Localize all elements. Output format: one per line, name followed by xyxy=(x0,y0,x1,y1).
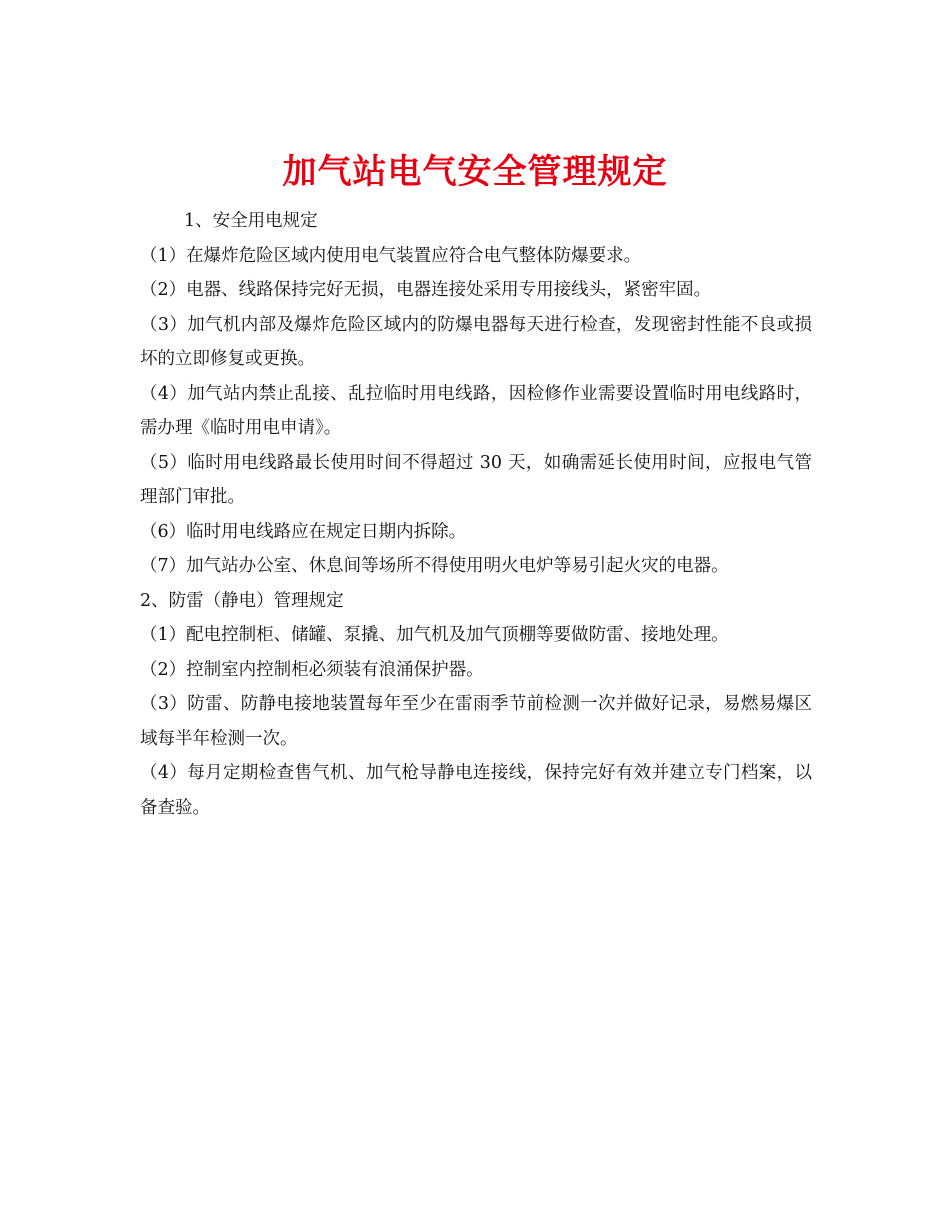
document-title: 加气站电气安全管理规定 xyxy=(282,151,668,192)
document-body xyxy=(140,204,812,825)
paragraph-item: （4）每月定期检查售气机、加气枪导静电连接线，保持完好有效并建立专门档案，以备查验。 xyxy=(140,763,812,818)
paragraph-item: （3）加气机内部及爆炸危险区域内的防爆电器每天进行检查，发现密封性能不良或损坏的立即修复或更换。 xyxy=(140,314,812,369)
paragraph-item: （7）加气站办公室、休息间等场所不得使用明火电炉等易引起火灾的电器。 xyxy=(140,556,729,576)
paragraph-item: （3）防雷、防静电接地装置每年至少在雷雨季节前检测一次并做好记录，易燃易爆区域每半年检测一次。 xyxy=(140,694,812,749)
paragraph-item: （6）临时用电线路应在规定日期内拆除。 xyxy=(140,521,467,542)
paragraph-item: （2）电器、线路保持完好无损，电器连接处采用专用接线头，紧密牢固。 xyxy=(140,280,712,300)
section-heading-safe-electricity: 1、安全用电规定 xyxy=(184,211,318,231)
section-heading-lightning-protection: 2、防雷（静电）管理规定 xyxy=(140,590,344,611)
paragraph-item: （4）加气站内禁止乱接、乱拉临时用电线路，因检修作业需要设置临时用电线路时，需办理《临时用电申请》。 xyxy=(140,383,812,438)
paragraph-item: （1）配电控制柜、储罐、泵撬、加气机及加气顶棚等要做防雷、接地处理。 xyxy=(140,625,729,645)
paragraph-item: （2）控制室内控制柜必须装有浪涌保护器。 xyxy=(140,659,484,680)
paragraph-item: （1）在爆炸危险区域内使用电气装置应符合电气整体防爆要求。 xyxy=(140,245,642,266)
paragraph-item: （5）临时用电线路最长使用时间不得超过 30 天，如确需延长使用时间，应报电气管理部门审批。 xyxy=(140,452,812,507)
